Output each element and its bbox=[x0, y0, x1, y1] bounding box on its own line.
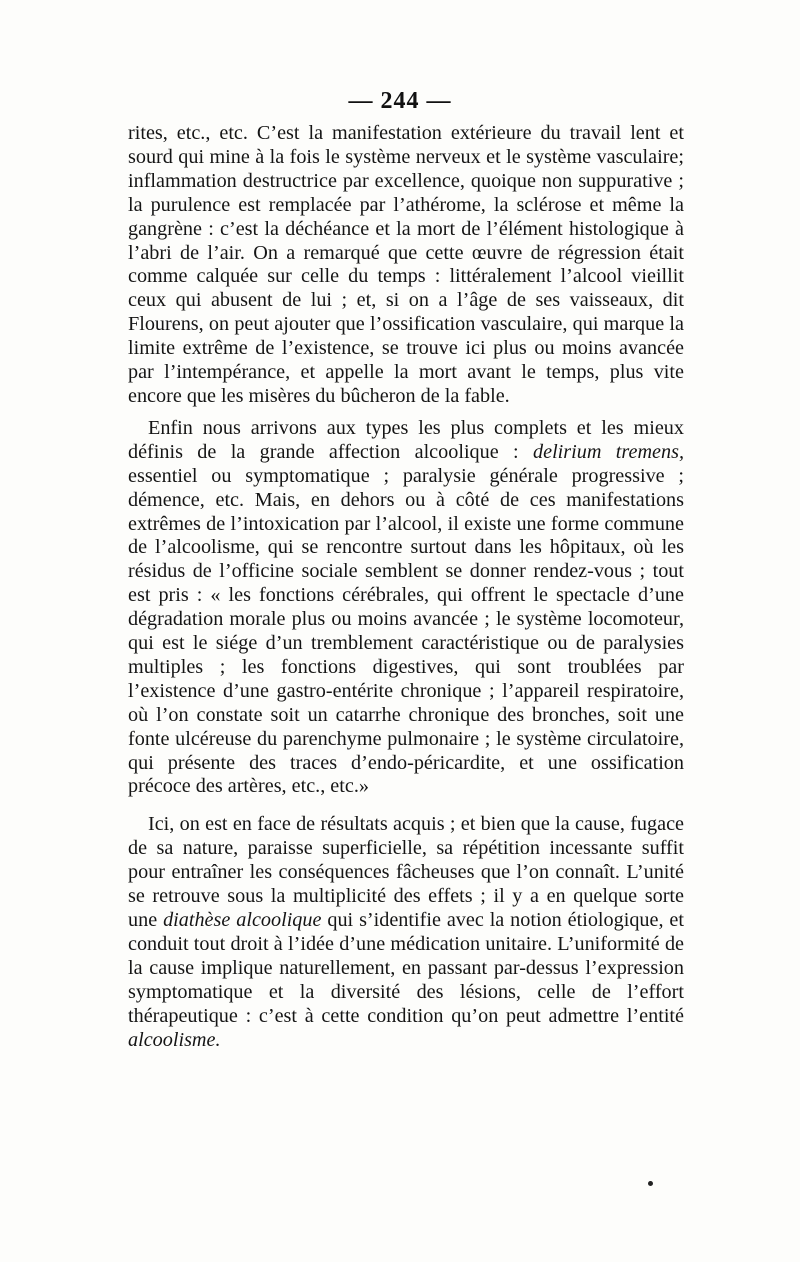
page-number: — 244 — bbox=[348, 88, 452, 114]
ink-dot bbox=[648, 1181, 653, 1186]
paragraph-1 bbox=[128, 122, 684, 409]
paragraph-3-italic-b: alcoolisme. bbox=[128, 1028, 221, 1051]
paragraph-1-text: rites, etc., etc. C’est la manifestation extérieure du travail lent et sourd qui mine à la fois le système nerveux et le système vasculaire; inflammation destructrice par excellence, quoique non suppurative ; la purulence est remplacée par l’athérome, la sclérose et même la gangrène : c’est la déchéance et la mort de l’élément histologique à l’abri de l’air. On a remarqué que cette œuvre de régression était comme calquée sur celle du temps : littéralement l’alcool vieillit ceux qui abusent de lui ; et, si on a l’âge de ses vaisseaux, dit Flourens, on peut ajouter que l’ossification vasculaire, qui marque la limite extrême de l’existence, se trouve ici plus ou moins avancée par l’intempérance, et appelle la mort avant le temps, plus vite encore que les misères du bûcheron de la fable. bbox=[128, 122, 684, 407]
paragraph-3-italic-a: diathèse alcoolique bbox=[163, 909, 322, 931]
paragraph-3 bbox=[128, 813, 684, 1052]
paragraph-2-italic: delirium tremens, bbox=[533, 440, 684, 463]
paragraph-2 bbox=[128, 417, 684, 800]
body-text bbox=[128, 122, 684, 1052]
paragraph-2-text-a: Enfin nous arrivons aux types les plus complets et les mieux définis de la grande affection alcoolique : bbox=[128, 416, 684, 463]
paragraph-2-text-b: essentiel ou symptomatique ; paralysie générale progressive ; démence, etc. Mais, en dehors ou à côté de ces manifestations extrêmes de l’intoxication par l’alcool, il existe une forme commune de l’alcoolisme, qui se rencontre surtout dans les hôpitaux, où les résidus de l’officine sociale semblent se donner rendez-vous ; tout est pris : « les fonctions cérébrales, qui offrent le spectacle d’une dégradation morale plus ou moins avancée ; le système locomoteur, qui est le siége d’un tremblement caractéristique ou de paralysies multiples ; les fonctions digestives, qui sont troublées par l’existence d’une gastro-entérite chronique ; l’appareil respiratoire, où l’on constate soit un catarrhe chronique des bronches, soit une fonte ulcéreuse du parenchyme pulmonaire ; le système circulatoire, qui présente des traces d’endo-péricardite, et une ossification précoce des artères, etc., etc.» bbox=[128, 464, 684, 798]
paragraph-3-text-a: Ici, on est en face de résultats acquis ; et bien que la cause, fugace de sa nature, paraisse superficielle, sa répétition incessante suffit pour entraîner les conséquences fâcheuses que l’on connaît. L’unité se retrouve sous la multiplicité des effets ; il y a en quelque sorte une bbox=[128, 813, 684, 931]
paragraph-3-text-b: qui s’identifie avec la notion étiologique, et conduit tout droit à l’idée d’une médication unitaire. L’uniformité de la cause implique naturellement, en passant par-dessus l’expression symptomatique et la diversité des lésions, celle de l’effort thérapeutique : c’est à cette condition qu’on peut admettre l’entité bbox=[128, 909, 685, 1027]
